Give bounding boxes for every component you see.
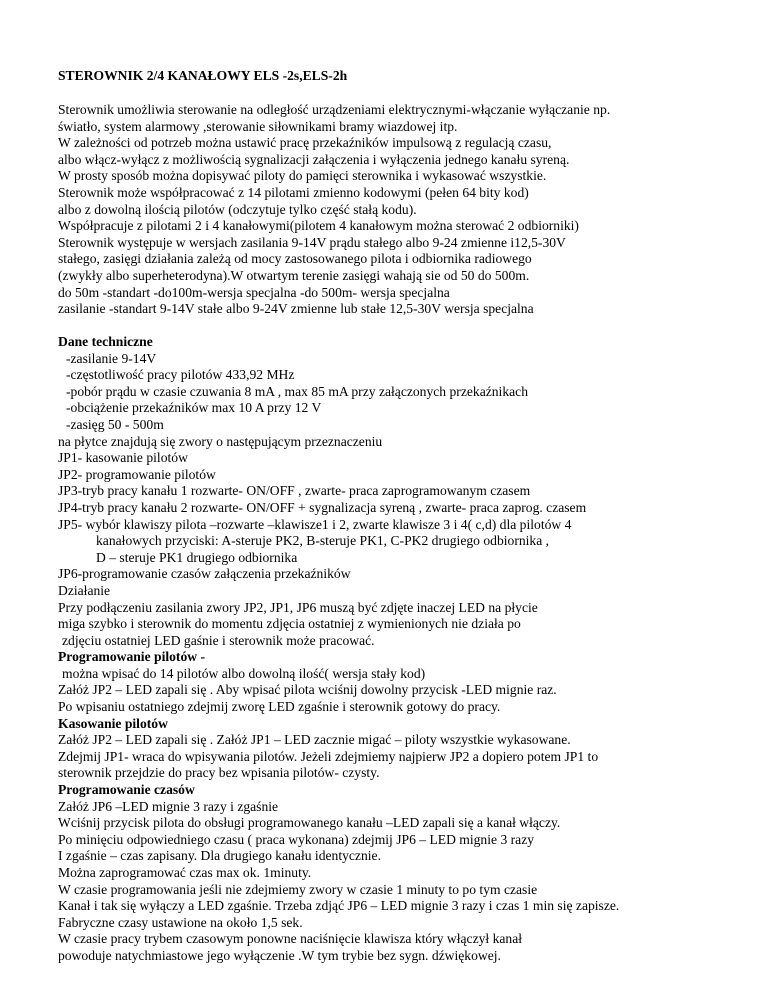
time-heading: Programowanie czasów [58, 782, 195, 798]
delete-line: sterownik przejdzie do pracy bez wpisania pilotów- czysty. [58, 765, 380, 781]
time-line: Załóż JP6 –LED mignie 3 razy i zgaśnie [58, 798, 279, 814]
tech-line: kanałowych przyciski: A-steruje PK2, B-steruje PK1, C-PK2 drugiego odbiornika , [96, 533, 550, 549]
prog-line: Załóż JP2 – LED zapali się . Aby wpisać pilota wciśnij dowolny przycisk -LED mignie raz. [58, 682, 557, 698]
intro-line: Sterownik może współpracować z 14 pilotami zmienno kodowymi (pełen 64 bity kod) [58, 184, 529, 200]
intro-line: Sterownik występuje w wersjach zasilania 9-14V prądu stałego albo 9-24 zmienne i12,5-30V [58, 234, 566, 250]
technical-section [58, 334, 758, 965]
tech-line: -częstotliwość pracy pilotów 433,92 MHz [66, 367, 295, 383]
prog-lines [58, 666, 758, 716]
intro-line: W zależności od potrzeb można ustawić pracę przekaźników impulsową z regulacją czasu, [58, 135, 552, 151]
time-line: Można zaprogramować czas max ok. 1minuty. [58, 865, 312, 880]
tech-line: JP1- kasowanie pilotów [58, 450, 188, 466]
tech-line: JP5- wybór klawiszy pilota –rozwarte –klawisze1 i 2, zwarte klawisze 3 i 4( c,d) dla pilotów 4 [58, 516, 572, 532]
tech-line: Działanie [58, 582, 111, 598]
tech-line: -zasilanie 9-14V [66, 350, 157, 366]
prog-heading: Programowanie pilotów - [58, 649, 205, 665]
delete-heading: Kasowanie pilotów [58, 715, 168, 731]
time-line: Kanał i tak się wyłączy a LED zgaśnie. Trzeba zdjąć JP6 – LED mignie 3 razy i czas 1 min się zapisze. [58, 898, 620, 914]
tech-heading: Dane techniczne [58, 334, 153, 349]
intro-line: (zwykły albo superheterodyna).W otwartym terenie zasięgi wahają sie od 50 do 500m. [58, 267, 530, 283]
tech-line: JP6-programowanie czasów załączenia przekaźników [58, 566, 351, 582]
time-line: Wciśnij przycisk pilota do obsługi programowanego kanału –LED zapali się a kanał włączy. [58, 815, 561, 831]
tech-line: -pobór prądu w czasie czuwania 8 mA , max 85 mA przy załączonych przekaźnikach [66, 383, 528, 399]
delete-line: Załóż JP2 – LED zapali się . Załóż JP1 – LED zacznie migać – piloty wszystkie wykasowane. [58, 732, 571, 748]
tech-line: miga szybko i sterownik do momentu zdjęcia ostatniej z wymienionych nie działa po [58, 616, 521, 632]
tech-line: -obciążenie przekaźników max 10 A przy 12 V [66, 400, 322, 416]
delete-line: Zdejmij JP1- wraca do wpisywania pilotów. Jeżeli zdejmiemy najpierw JP2 a dopiero potem JP1 to [58, 748, 599, 764]
time-line: Fabryczne czasy ustawione na około 1,5 sek. [58, 914, 303, 930]
time-line: I zgaśnie – czas zapisany. Dla drugiego kanału identycznie. [58, 848, 381, 864]
tech-line: JP3-tryb pracy kanału 1 rozwarte- ON/OFF , zwarte- praca zaprogramowanym czasem [58, 483, 531, 499]
intro-line: stałego, zasięgi działania zależą od mocy zastosowanego pilota i odbiornika radiowego [58, 251, 532, 267]
tech-line: zdjęciu ostatniej LED gaśnie i sterownik może pracować. [62, 632, 375, 648]
prog-line: Po wpisaniu ostatniego zdejmij zworę LED zgaśnie i sterownik gotowy do pracy. [58, 699, 501, 715]
intro-line: do 50m -standart -do100m-wersja specjalna -do 500m- wersja specjalna [58, 284, 450, 300]
time-line: W czasie pracy trybem czasowym ponowne naciśnięcie klawisza który włączył kanał [58, 931, 523, 947]
intro-line: W prosty sposób można dopisywać piloty do pamięci sterownika i wykasować wszystkie. [58, 168, 547, 184]
tech-line: JP4-tryb pracy kanału 2 rozwarte- ON/OFF + sygnalizacja syreną , zwarte- praca zaprog. czasem [58, 499, 587, 515]
tech-line: Przy podłączeniu zasilania zwory JP2, JP1, JP6 muszą być zdjęte inaczej LED na płycie [58, 599, 538, 615]
document-title: STEROWNIK 2/4 KANAŁOWY ELS -2s,ELS-2h [58, 68, 348, 83]
tech-line: JP2- programowanie pilotów [58, 466, 216, 482]
intro-line: Współpracuje z pilotami 2 i 4 kanałowymi(pilotem 4 kanałowym można sterować 2 odbiorniki) [58, 218, 579, 234]
tech-line: na płytce znajdują się zwory o następującym przeznaczeniu [58, 433, 383, 449]
time-lines [58, 799, 758, 965]
time-line: Po minięciu odpowiedniego czasu ( praca wykonana) zdejmij JP6 – LED mignie 3 razy [58, 831, 535, 847]
intro-line: albo z dowolną ilością pilotów (odczytuje tylko część stałą kodu). [58, 201, 417, 217]
intro-line: albo włącz-wyłącz z możliwością sygnalizacji załączenia i wyłączenia jednego kanału syreną. [58, 151, 570, 167]
intro-line: zasilanie -standart 9-14V stałe albo 9-24V zmienne lub stałe 12,5-30V wersja specjalna [58, 301, 534, 317]
tech-line: -zasięg 50 - 500m [66, 416, 164, 432]
prog-line: można wpisać do 14 pilotów albo dowolną ilość( wersja stały kod) [62, 665, 426, 681]
delete-lines [58, 732, 758, 782]
intro-line: światło, system alarmowy ,sterowanie siłownikami bramy wiazdowej itp. [58, 118, 458, 134]
time-line: W czasie programowania jeśli nie zdejmiemy zwory w czasie 1 minuty to po tym czasie [58, 881, 538, 897]
intro-paragraph [58, 102, 758, 318]
tech-lines [58, 351, 758, 650]
intro-line: Sterownik umożliwia sterowanie na odległość urządzeniami elektrycznymi-włączanie wyłączanie np. [58, 102, 611, 117]
tech-line: D – steruje PK1 drugiego odbiornika [96, 549, 298, 565]
time-line: powoduje natychmiastowe jego wyłączenie .W tym trybie bez sygn. dźwiękowej. [58, 947, 501, 963]
